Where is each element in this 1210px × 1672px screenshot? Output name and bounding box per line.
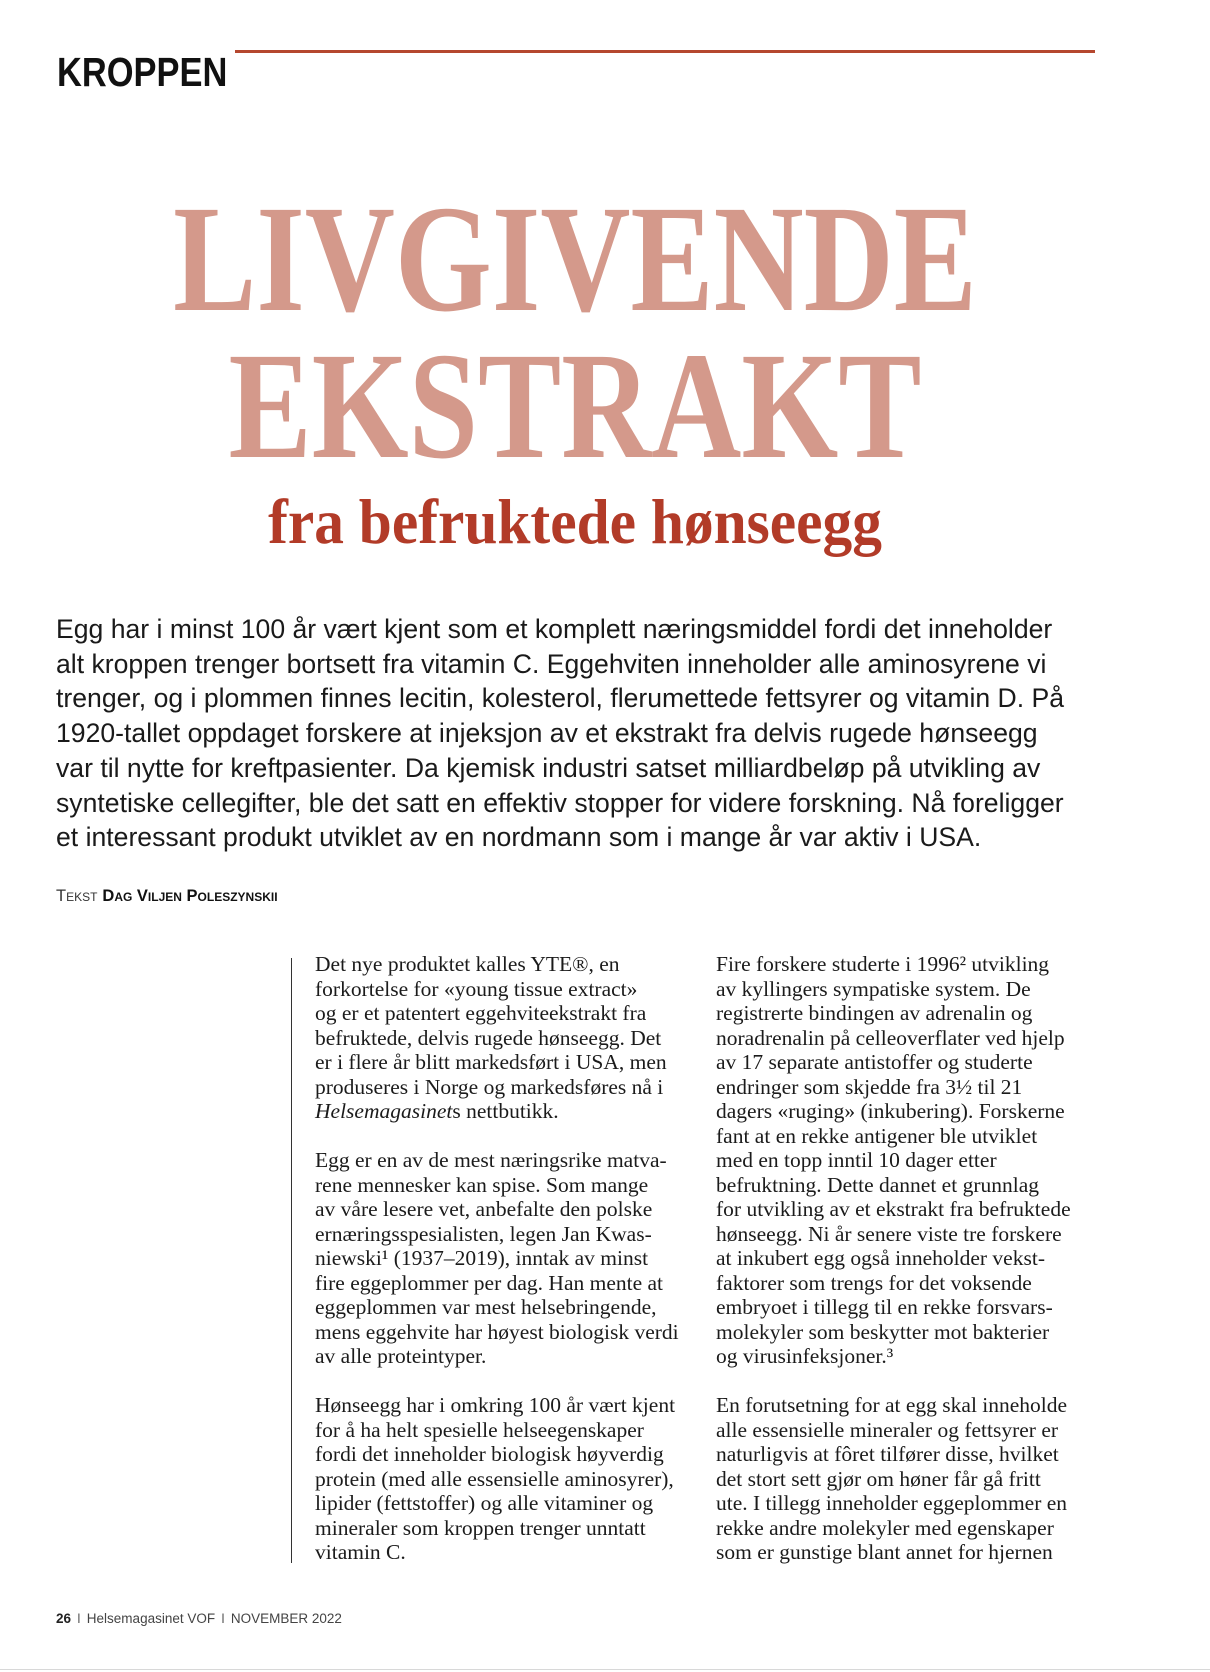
issue-date: NOVEMBER 2022 xyxy=(230,1611,342,1626)
text-line: Fire forskere studerte i 1996² utvikling xyxy=(716,952,1050,976)
text-line: protein (med alle essensielle aminosyrer), xyxy=(315,1466,674,1491)
text-line: lipider (fettstoffer) og alle vitaminer og xyxy=(315,1491,654,1515)
title-line-2: EKSTRAKT xyxy=(228,322,922,491)
text-line: En forutsetning for at egg skal inneholde xyxy=(716,1393,1068,1417)
text-line: produseres i Norge og markedsføres nå i xyxy=(315,1074,664,1099)
text-line: vitamin C. xyxy=(315,1540,406,1564)
byline-author: Dag Viljen Poleszynskii xyxy=(102,887,278,905)
left-column xyxy=(315,952,679,1589)
header-rule xyxy=(235,50,1095,53)
page-number: 26 xyxy=(56,1611,72,1626)
text-line: er i flere år blitt markedsført i USA, men xyxy=(315,1050,667,1074)
text-line: hønseegg. Ni år senere viste tre forskere xyxy=(716,1221,1062,1246)
text-line: med en topp inntil 10 dager etter xyxy=(716,1148,997,1172)
text-line: eggeplommen var mest helsebringende, xyxy=(315,1295,657,1319)
text-line: alle essensielle mineraler og fettsyrer er xyxy=(716,1417,1059,1442)
text-line: fant at en rekke antigener ble utviklet xyxy=(716,1123,1038,1148)
text-line: ute. I tillegg inneholder eggeplommer en xyxy=(716,1491,1068,1515)
text-line: som er gunstige blant annet for hjernen xyxy=(716,1540,1053,1564)
text-line: ernæringsspesialisten, legen Jan Kwas- xyxy=(315,1221,652,1246)
text-line: at inkubert egg også inneholder vekst- xyxy=(716,1246,1045,1270)
text-line: rekke andre molekyler med egenskaper xyxy=(716,1515,1054,1540)
intro-line: var til nytte for kreftpasienter. Da kjemisk industri satset milliardbeløp på utvikling av xyxy=(56,752,1041,783)
intro-line: 1920-tallet oppdaget forskere at injeksjon av et ekstrakt fra delvis rugede hønseegg xyxy=(56,718,1038,749)
intro-line: alt kroppen trenger bortsett fra vitamin C. Eggehviten inneholder alle aminosyrene vi xyxy=(56,648,1047,679)
intro-line: syntetiske cellegifter, ble det satt en effektiv stopper for videre forskning. Nå foreligger xyxy=(56,787,1064,818)
text-line: rene mennesker kan spise. Som mange xyxy=(315,1172,649,1197)
text-line: befruktning. Dette dannet et grunnlag xyxy=(716,1172,1039,1197)
text-line: av kyllingers sympatiske system. De xyxy=(716,976,1031,1001)
text-line: fordi det inneholder biologisk høyverdig xyxy=(315,1442,664,1466)
text-line: av våre lesere vet, anbefalte den polske xyxy=(315,1197,653,1221)
footer xyxy=(56,1610,342,1628)
text-line: for å ha helt spesielle helseegenskaper xyxy=(315,1417,644,1442)
text-line: registrerte bindingen av adrenalin og xyxy=(716,1001,1033,1025)
publication-name: Helsemagasinet VOF xyxy=(86,1611,216,1626)
text-fragment: s nettbutikk. xyxy=(452,1099,559,1123)
page-bottom-edge xyxy=(0,1669,1210,1670)
text-line: mineraler som kroppen trenger unntatt xyxy=(315,1515,646,1540)
text-line: for utvikling av et ekstrakt fra befruktede xyxy=(716,1197,1071,1221)
text-line: fire eggeplommer per dag. Han mente at xyxy=(315,1270,664,1295)
section-label: KROPPEN xyxy=(57,49,228,95)
text-line: molekyler som beskytter mot bakterier xyxy=(716,1319,1050,1344)
text-line: det stort sett gjør om høner får gå fritt xyxy=(716,1466,1041,1491)
intro-line: Egg har i minst 100 år vært kjent som et komplett næringsmiddel fordi det inneholder xyxy=(56,614,1053,644)
text-line: Hønseegg har i omkring 100 år vært kjent xyxy=(315,1393,676,1417)
text-line: Egg er en av de mest næringsrike matva- xyxy=(315,1148,667,1172)
byline xyxy=(56,885,278,907)
text-line: endringer som skjedde fra 3½ til 21 xyxy=(716,1074,1023,1099)
text-line: av 17 separate antistoffer og studerte xyxy=(716,1050,1033,1074)
text-line: niewski¹ (1937–2019), inntak av minst xyxy=(315,1246,649,1270)
byline-label: Tekst xyxy=(56,887,98,905)
paragraph xyxy=(315,952,679,1124)
text-line: noradrenalin på celleoverflater ved hjelp xyxy=(716,1025,1065,1050)
paragraph xyxy=(716,952,1071,1369)
text-line: og virusinfeksjoner.³ xyxy=(716,1344,894,1368)
footer-separator: I xyxy=(221,1611,225,1626)
intro-paragraph xyxy=(56,612,1064,855)
column-rule xyxy=(291,958,292,1563)
text-line: embryoet i tillegg til en rekke forsvars- xyxy=(716,1295,1053,1319)
footer-separator: I xyxy=(77,1611,81,1626)
text-line: og er et patentert eggehviteekstrakt fra xyxy=(315,1001,647,1025)
intro-line: et interessant produkt utviklet av en nordmann som i mange år var aktiv i USA. xyxy=(56,822,982,853)
italic-text: Helsemagasinet xyxy=(315,1099,453,1123)
right-column xyxy=(716,952,1071,1589)
text-line: av alle proteintyper. xyxy=(315,1344,487,1368)
text-line xyxy=(315,1099,679,1124)
text-line: befruktede, delvis rugede hønseegg. Det xyxy=(315,1025,662,1050)
paragraph xyxy=(315,1148,679,1369)
subtitle: fra befruktede hønseegg xyxy=(268,487,882,557)
text-line: forkortelse for «young tissue extract» xyxy=(315,976,638,1001)
title-line-1: LIVGIVENDE xyxy=(173,175,977,344)
paragraph xyxy=(716,1393,1071,1565)
text-line: faktorer som trengs for det voksende xyxy=(716,1270,1032,1295)
paragraph xyxy=(315,1393,679,1565)
intro-line: trenger, og i plommen finnes lecitin, kolesterol, flerumettede fettsyrer og vitamin D. På xyxy=(56,683,1065,714)
text-line: Det nye produktet kalles YTE®, en xyxy=(315,952,620,976)
text-line: mens eggehvite har høyest biologisk verdi xyxy=(315,1319,679,1344)
text-line: dagers «ruging» (inkubering). Forskerne xyxy=(716,1099,1065,1123)
text-line: naturligvis at fôret tilfører disse, hvilket xyxy=(716,1442,1059,1466)
